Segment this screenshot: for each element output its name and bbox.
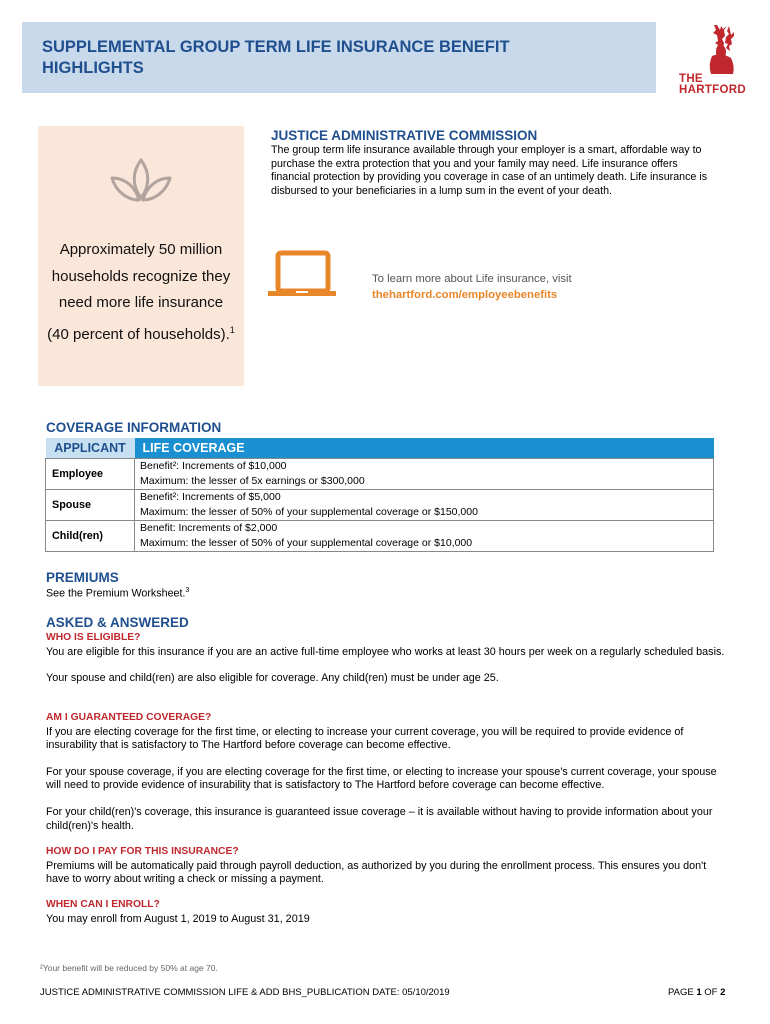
table-row (46, 490, 714, 521)
organization-title: JUSTICE ADMINISTRATIVE COMMISSION (271, 128, 538, 143)
answer-paragraph: For your spouse coverage, if you are electing coverage for the first time, or electing to increase your spouse's current coverage, your spouse will need to provide evidence of insurability that is satisfactory to The Hartford before coverage can become effective. (46, 765, 717, 792)
footnote-marker: 3 (185, 587, 190, 594)
page-number: PAGE 1 OF 2 (668, 987, 726, 998)
intro-paragraph: The group term life insurance available through your employer is a smart, affordable way to purchase the extra protection that you and your family may need. Life insurance offers financial protection by providing you coverage in case of an untimely death. Life insurance is disbursed to your beneficiaries in a lump sum in the event of your death. (271, 144, 708, 198)
answer-paragraph: If you are electing coverage for the first time, or electing to increase your current coverage, you will be required to provide evidence of insurability that is satisfactory to The Hartford before coverage can become effective. (46, 725, 684, 752)
table-row (46, 459, 714, 490)
applicant-cell: Spouse (46, 490, 135, 521)
learn-more-text: To learn more about Life insurance, visit (372, 273, 572, 285)
answer-paragraph: You are eligible for this insurance if you are an active full-time employee who works at least 30 hours per week on a regularly scheduled basis. (46, 645, 725, 658)
plant-icon (108, 156, 174, 210)
answer-paragraph: Your spouse and child(ren) are also eligible for coverage. Any child(ren) must be under age 25. (46, 672, 499, 685)
applicant-header: APPLICANT (46, 438, 135, 459)
laptop-icon (268, 250, 336, 300)
highlight-box (38, 126, 244, 386)
stag-icon (674, 22, 750, 74)
applicant-cell: Child(ren) (46, 521, 135, 552)
question-heading: WHO IS ELIGIBLE? (46, 632, 141, 643)
qa-item-eligibility (46, 631, 726, 686)
coverage-cell: Benefit²: Increments of $5,000 Maximum: the lesser of 50% of your supplemental coverage or $150,000 (135, 490, 714, 521)
table-row (46, 521, 714, 552)
footer-publication-info: JUSTICE ADMINISTRATIVE COMMISSION LIFE & ADD BHS_PUBLICATION DATE: 05/10/2019 (40, 987, 450, 998)
employee-benefits-link[interactable]: thehartford.com/employeebenefits (372, 289, 558, 301)
applicant-cell: Employee (46, 459, 135, 490)
answer-paragraph: You may enroll from August 1, 2019 to August 31, 2019 (46, 912, 310, 925)
coverage-cell: Benefit²: Increments of $10,000 Maximum: the lesser of 5x earnings or $300,000 (135, 459, 714, 490)
qa-item-payment (46, 845, 726, 887)
life-coverage-header: LIFE COVERAGE (135, 438, 714, 459)
question-heading: HOW DO I PAY FOR THIS INSURANCE? (46, 846, 239, 857)
coverage-cell: Benefit: Increments of $2,000 Maximum: the lesser of 50% of your supplemental coverage or $10,000 (135, 521, 714, 552)
logo-text-the: THE (679, 73, 703, 85)
premiums-text: See the Premium Worksheet.$^3$ (46, 587, 190, 600)
question-heading: WHEN CAN I ENROLL? (46, 899, 160, 910)
qa-item-guaranteed-coverage (46, 711, 726, 833)
qa-section-title: ASKED & ANSWERED (46, 615, 189, 630)
page-title: SUPPLEMENTAL GROUP TERM LIFE INSURANCE BENEFIT HIGHLIGHTS (42, 38, 510, 77)
hartford-logo (674, 22, 750, 98)
question-heading: AM I GUARANTEED COVERAGE? (46, 712, 212, 723)
statistic-quote: Approximately 50 million households recognize they need more life insurance (40 percent of households).$^1$ (47, 241, 235, 343)
footnote: ²Your benefit will be reduced by 50% at age 70. (40, 963, 218, 973)
premiums-section-title: PREMIUMS (46, 570, 119, 585)
answer-paragraph: For your child(ren)'s coverage, this insurance is guaranteed issue coverage – it is available without having to provide information about your child(ren)'s health. (46, 805, 713, 832)
qa-item-enrollment (46, 898, 726, 926)
coverage-header-row (46, 438, 714, 459)
footnote-marker: 1 (229, 324, 235, 335)
coverage-table (45, 438, 714, 552)
coverage-section-title: COVERAGE INFORMATION (46, 420, 222, 435)
logo-text-hartford: HARTFORD (679, 84, 746, 96)
answer-paragraph: Premiums will be automatically paid through payroll deduction, as authorized by you during the enrollment process. This ensures you don't have to worry about writing a check or missing a payment. (46, 859, 707, 886)
